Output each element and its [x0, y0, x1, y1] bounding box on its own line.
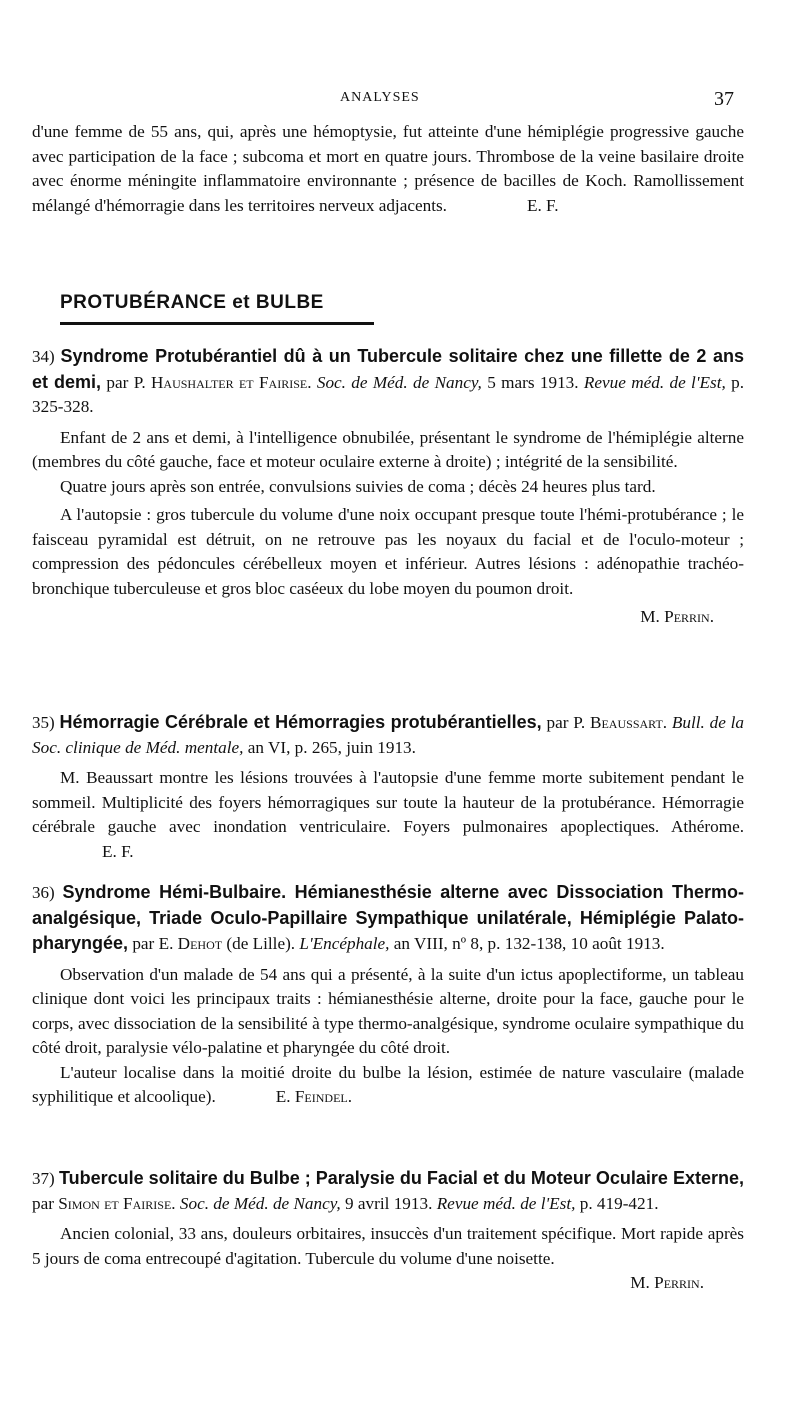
intro-paragraph	[32, 120, 744, 218]
entry-34	[32, 344, 744, 630]
entry-heading	[32, 1166, 744, 1216]
entry-pages: an VIII, nº 8, p. 132-138, 10 août 1913.	[393, 934, 665, 953]
entry-pages: an VI, p. 265, juin 1913.	[247, 737, 416, 757]
entry-signature	[32, 1271, 744, 1296]
running-title: ANALYSES	[340, 90, 420, 105]
entry-signature: E. Feindel.	[275, 1087, 353, 1106]
intro-block	[32, 120, 744, 218]
entry-title: Hémorragie Cérébrale et Hémorragies protubérantielles,	[59, 712, 542, 732]
entry-35	[32, 710, 744, 864]
entry-date: 5 mars 1913.	[487, 372, 579, 392]
entry-authors-prefix: par	[106, 372, 129, 392]
entry-title: Syndrome Hémi-Bulbaire. Hémianesthésie alterne avec Dissociation Thermo-analgésique, Triade Oculo-Papillaire Sympathique unilatérale, Hémiplégie Palato-pharyngée,	[32, 882, 745, 953]
entry-paragraph: Ancien colonial, 33 ans, douleurs orbitaires, insuccès d'un traitement spécifique. Mort rapide après 5 jours de coma entrecoupé d'agitation. Tubercule du volume d'une noisette.	[32, 1224, 744, 1268]
entry-number: 34)	[32, 347, 55, 366]
entry-affiliation: (de Lille).	[226, 934, 296, 953]
entry-heading	[32, 710, 744, 760]
entry-paragraph	[32, 1061, 744, 1110]
intro-signature: E. F.	[526, 195, 559, 215]
paragraph-text: L'auteur localise dans la moitié droite du bulbe la lésion, estimée de nature vasculaire (malade syphilitique et alcoolique).	[32, 1062, 744, 1106]
section-underline	[60, 322, 374, 325]
intro-text: d'une femme de 55 ans, qui, après une hémoptysie, fut atteinte d'une hémiplégie progressive gauche avec participation de la face ; subcoma et mort en quatre jours. Thrombose de la veine basilaire droite avec énorme méningite inflammatoire environnante ; présence de bacilles de Koch. Ramollissement mélangé d'hémorragie dans les territoires nerveux adjacents.	[32, 122, 744, 215]
paragraph-text: M. Beaussart montre les lésions trouvées à l'autopsie d'une femme morte subitement pendant le sommeil. Multiplicité des foyers hémorragiques sur toute la hauteur de la protubérance. Hémorragie cérébrale gauche avec inondation ventriculaire. Foyers pulmonaires apoplectiques. Athérome.	[32, 768, 744, 836]
entry-date: 9 avril 1913.	[345, 1193, 433, 1213]
entry-pages: p. 325-328.	[32, 372, 745, 416]
entry-37	[32, 1166, 744, 1296]
section-heading: PROTUBÉRANCE et BULBE	[60, 292, 324, 313]
entry-paragraph: Quatre jours après son entrée, convulsions suivies de coma ; décès 24 heures plus tard.	[60, 476, 656, 496]
entry-signature: E. F.	[102, 841, 134, 861]
entry-paragraph: A l'autopsie : gros tubercule du volume d'une noix occupant presque toute l'hémi-protubérance ; le faisceau pyramidal est détruit, on ne retrouve pas les noyaux du facial et de l'oculo-moteur ; compression des pédoncules cérébelleux moyen et inférieur. Autres lésions : adénopathie trachéo-bronchique tuberculeuse et gros bloc caséeux du lobe moyen du poumon droit.	[32, 505, 744, 598]
entry-signature	[32, 605, 744, 630]
entry-authors: E. Dehot	[158, 934, 223, 953]
entry-authors: P. Beaussart.	[573, 713, 668, 732]
entry-number: 35)	[32, 713, 55, 732]
running-header	[0, 88, 800, 112]
entry-title: Syndrome Protubérantiel dû à un Tubercule solitaire chez une fillette de 2 ans et demi,	[32, 346, 744, 392]
entry-36	[32, 880, 744, 1110]
entry-authors: P. Haushalter et Fairise.	[133, 372, 312, 392]
signature-text: M. Perrin.	[630, 1273, 704, 1292]
page-number: 37	[714, 88, 734, 110]
entry-pages: p. 419-421.	[579, 1193, 659, 1213]
entry-journal: Bull. de la Soc. clinique de Méd. mentale,	[32, 713, 745, 757]
entry-authors-prefix: par	[32, 1193, 54, 1213]
entry-source: Soc. de Méd. de Nancy,	[316, 372, 482, 392]
entry-paragraph: Observation d'un malade de 54 ans qui a présenté, à la suite d'un ictus apoplectiforme, un tableau clinique dont voici les principaux traits : hémianesthésie alterne, droite pour la face, gauche pour le corps, avec dissociation de la sensibilité à type thermo-analgésique, syndrome oculaire sympathique du côté droit, paralysie vélo-palatine et pharyngée du côté droit.	[32, 964, 744, 1057]
entry-heading	[32, 880, 744, 957]
entry-journal: L'Encéphale,	[299, 934, 390, 953]
entry-number: 37)	[32, 1169, 55, 1188]
entry-heading	[32, 344, 744, 420]
entry-authors: Simon et Fairise.	[58, 1193, 176, 1213]
entry-authors-prefix: par	[132, 934, 155, 953]
entry-title: Tubercule solitaire du Bulbe ; Paralysie du Facial et du Moteur Oculaire Externe,	[58, 1168, 744, 1188]
entry-source: Soc. de Méd. de Nancy,	[179, 1193, 341, 1213]
entry-paragraph: Enfant de 2 ans et demi, à l'intelligence obnubilée, présentant le syndrome de l'hémiplégie alterne (membres du côté gauche, face et moteur oculaire externe à droite) ; intégrité de la sensibilité.	[32, 427, 744, 471]
entry-journal: Revue méd. de l'Est,	[436, 1193, 576, 1213]
entry-number: 36)	[32, 883, 55, 902]
entry-paragraph	[32, 766, 744, 864]
signature-text: M. Perrin.	[640, 607, 714, 626]
entry-authors-prefix: par	[546, 713, 569, 732]
entry-journal: Revue méd. de l'Est,	[583, 372, 726, 392]
